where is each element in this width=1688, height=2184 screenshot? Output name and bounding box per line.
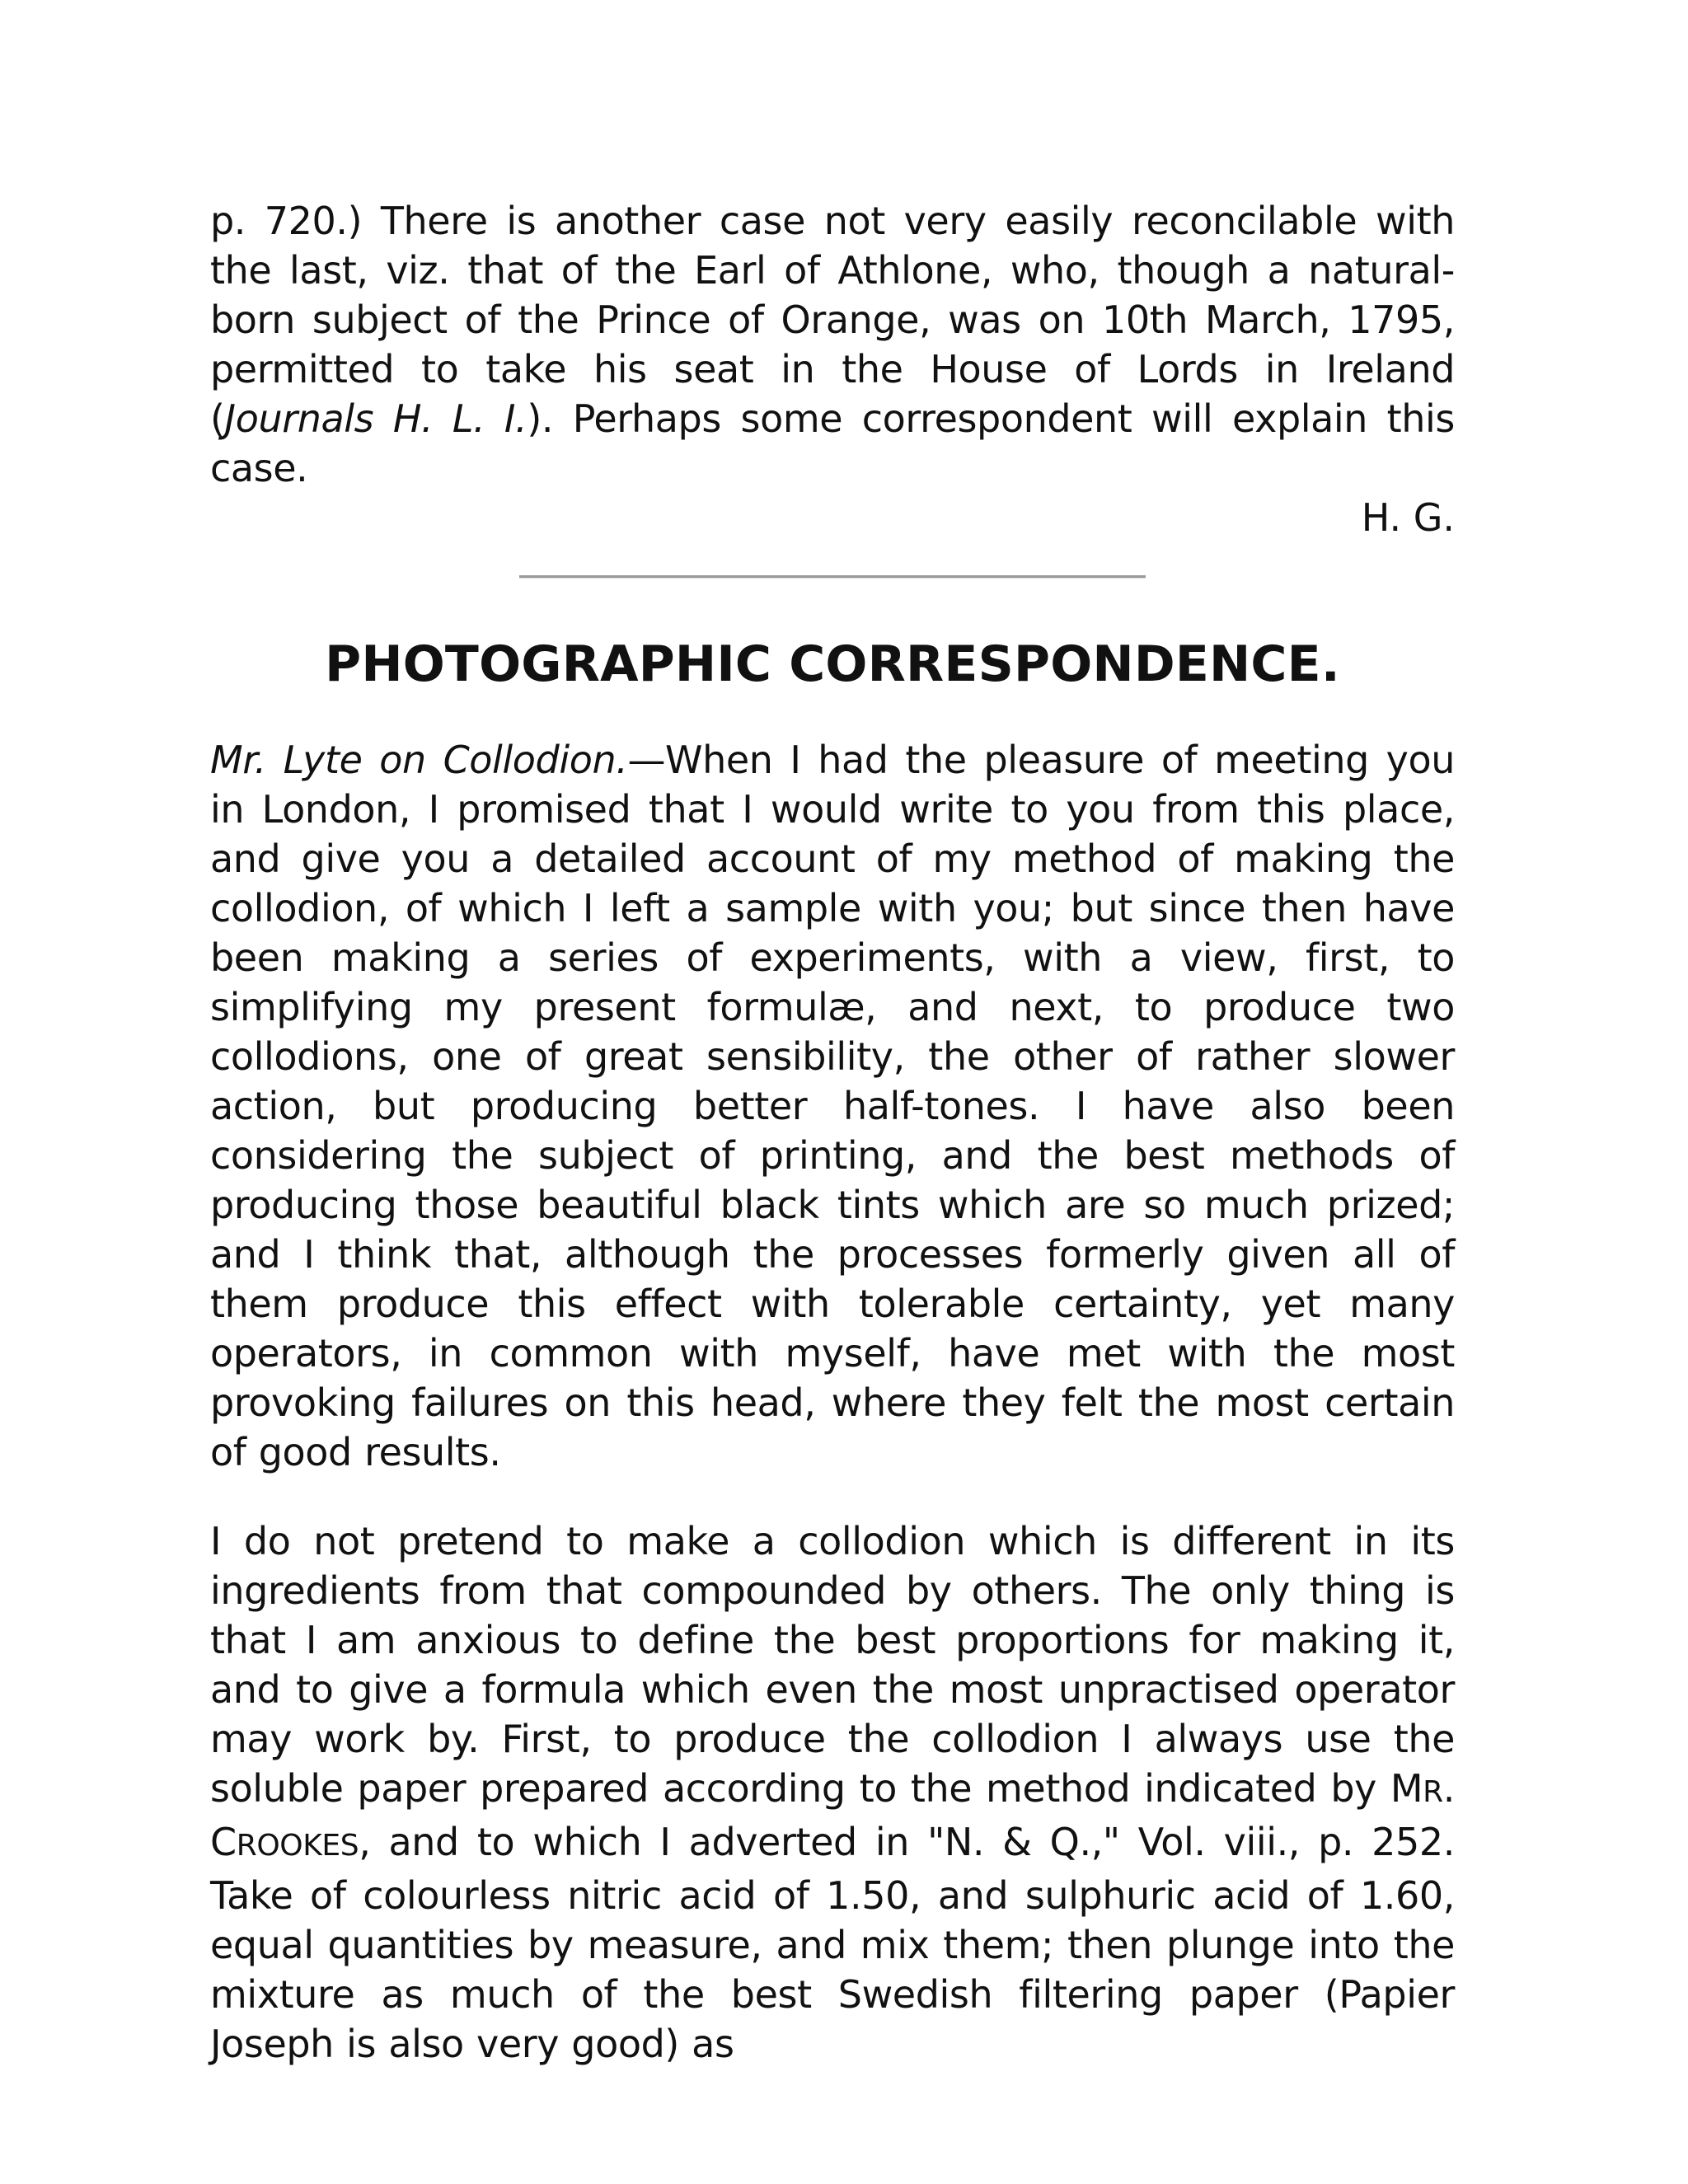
collodion-paragraph-2 xyxy=(210,1516,1455,2069)
intro-paragraph xyxy=(210,196,1455,493)
intro-text-end: ). Perhaps some correspondent will explain this case. xyxy=(210,396,1455,490)
collodion-paragraph-1 xyxy=(210,735,1455,1477)
intro-text-start: p. 720.) There is another case not very easily reconcilable with the last, viz. that of the Earl of Athlone, who, though a natural-born subject of the Prince of Orange, was on 10th March, 1795, permitted to take his seat in the House of Lords in Ireland ( xyxy=(210,199,1455,441)
section-divider xyxy=(519,575,1146,579)
paragraph-2-body-start: I do not pretend to make a collodion which is different in its ingredients from that compounded by others. The only thing is that I am anxious to define the best proportions for making it, and to give a formula which even the most unpractised operator may work by. First, to produce the collodion I always use the soluble paper prepared according to the method indicated by xyxy=(210,1519,1455,1811)
signature: H. G. xyxy=(1361,495,1455,540)
section-heading: PHOTOGRAPHIC CORRESPONDENCE. xyxy=(325,635,1340,693)
paragraph-lead-title: Mr. Lyte on Collodion. xyxy=(210,738,628,782)
paragraph-1-body: —When I had the pleasure of meeting you in London, I promised that I would write to you from this place, and give you a detailed account of my method of making the collodion, of which I left a sample with you; but since then have been making a series of experiments, with a view, first, to simplifying my present formulæ, and next, to produce two collodions, one of great sensibility, the other of rather slower action, but producing better half-tones. I have also been considering the subject of printing, and the best methods of producing those beautiful black tints which are so much prized; and I think that, although the processes formerly given all of them produce this effect with tolerable certainty, yet many operators, in common with myself, have met with the most provoking failures on this head, where they felt the most certain of good results. xyxy=(210,738,1456,1474)
person-name-crookes: MR. CROOKES xyxy=(210,1766,1455,1864)
paragraph-2-body-end: , and to which I adverted in "N. & Q.," Vol. viii., p. 252. Take of colourless nitric acid of 1.50, and sulphuric acid of 1.60, equal quantities by measure, and mix them; then plunge into the mixture as much of the best Swedish filtering paper (Papier Joseph is also very good) as xyxy=(210,1820,1455,2066)
journal-reference: Journals H. L. I. xyxy=(224,396,528,441)
document-page xyxy=(210,196,1455,2069)
